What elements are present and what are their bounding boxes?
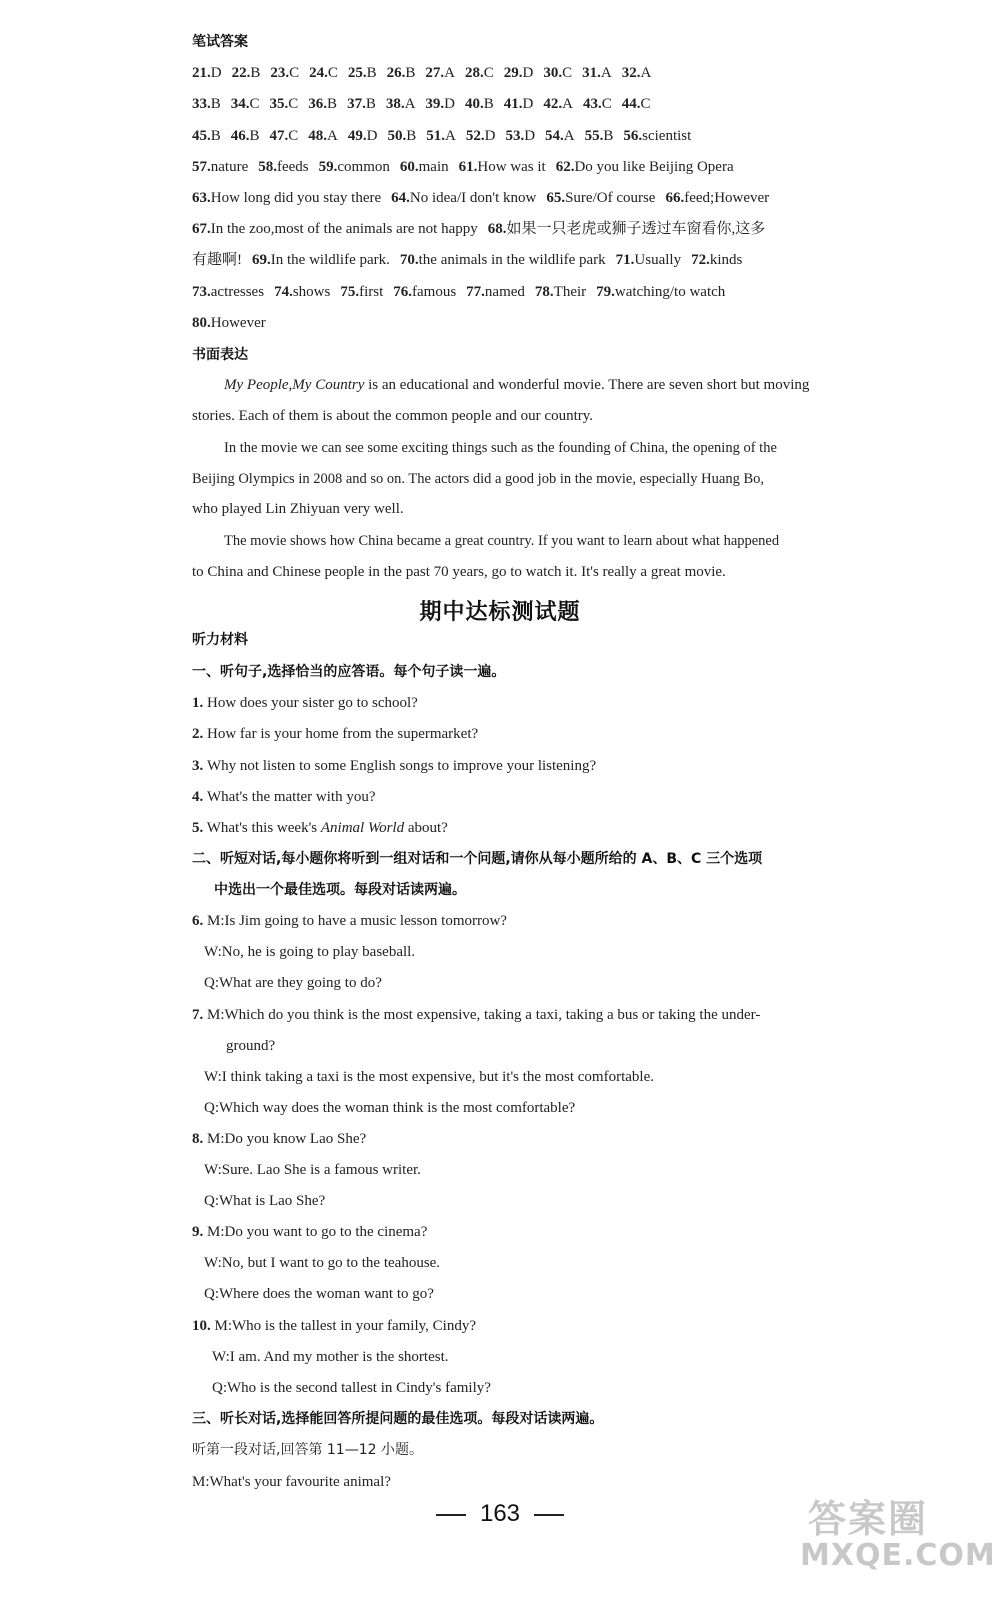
answer-number: 50. [387, 128, 407, 144]
answer-item [400, 250, 606, 270]
dash-right [534, 1514, 564, 1516]
dialogue-7-q: Q:Which way does the woman think is the most comfortable? [204, 1100, 576, 1116]
answer-value: A [562, 96, 573, 112]
essay-p2-line2: Beijing Olympics in 2008 and so on. The actors did a good job in the movie, especially Huang Bo, [192, 471, 764, 487]
answer-item [192, 313, 266, 333]
section3-heading: 三、听长对话,选择能回答所提问题的最佳选项。每段对话读两遍。 [192, 1411, 604, 1427]
question-text: How far is your home from the supermarket? [207, 726, 479, 742]
dialogue-10-w: W:I am. And my mother is the shortest. [212, 1349, 449, 1365]
essay-text: is an educational and wonderful movie. There are seven short but moving [364, 377, 810, 393]
answer-number: 52. [465, 128, 485, 144]
answer-value: In the zoo,most of the animals are not happy [210, 221, 478, 237]
answer-item [465, 63, 494, 83]
watermark-en: MXQE.COM [800, 1538, 996, 1573]
answer-item [192, 157, 248, 177]
answer-number: 61. [458, 159, 478, 175]
answer-item [622, 94, 651, 114]
dialogue-6-q: Q:What are they going to do? [204, 975, 382, 991]
question-5 [192, 818, 832, 838]
question-number: 1. [192, 695, 207, 711]
answer-number: 70. [399, 252, 419, 268]
answer-item [192, 63, 222, 83]
answer-number: 32. [621, 65, 641, 81]
dialogue-7-w: W:I think taking a taxi is the most expensive, but it's the most comfortable. [204, 1069, 654, 1085]
answer-value: kinds [709, 252, 743, 268]
answer-value: A [327, 128, 338, 144]
answer-number: 37. [347, 96, 366, 112]
answer-item [543, 63, 572, 83]
answer-item [231, 94, 260, 114]
answer-row [192, 219, 832, 239]
answer-item [535, 282, 586, 302]
answer-value: actresses [210, 284, 265, 300]
answer-number: 21. [192, 65, 211, 81]
answer-number: 79. [596, 284, 615, 300]
answer-value: Sure/Of course [565, 190, 656, 206]
answer-value: feed;However [684, 190, 770, 206]
answer-item [505, 126, 535, 146]
dialogue-line: M:Which do you think is the most expensive, taking a taxi, taking a bus or taking the under- [207, 1007, 761, 1023]
answer-item [488, 219, 766, 239]
answer-number: 56. [623, 128, 643, 144]
answer-number: 76. [393, 284, 412, 300]
answer-item [426, 126, 456, 146]
section2-heading-line2: 中选出一个最佳选项。每段对话读两遍。 [214, 882, 466, 898]
question-text: What's this week's [206, 820, 321, 836]
answer-value: feeds [276, 159, 309, 175]
answer-row [192, 250, 832, 270]
answer-number: 44. [621, 96, 641, 112]
answer-number: 40. [465, 96, 484, 112]
answer-item [425, 63, 455, 83]
question-text: How does your sister go to school? [207, 695, 418, 711]
answer-value: A [640, 65, 652, 81]
answer-row [192, 282, 832, 302]
answer-number: 31. [582, 65, 601, 81]
answer-number: 66. [665, 190, 685, 206]
answer-item [691, 250, 742, 270]
movie-title: My People,My Country [224, 377, 365, 393]
answer-value: B [249, 128, 260, 144]
answer-item [543, 94, 573, 114]
answer-item [616, 250, 681, 270]
essay-p1-line1 [192, 375, 812, 395]
answer-item [192, 126, 221, 146]
answer-item [545, 126, 575, 146]
question-number: 6. [192, 913, 204, 929]
answer-item [622, 63, 652, 83]
answer-number: 38. [385, 96, 405, 112]
question-number: 10. [192, 1318, 211, 1334]
dialogue-8-q: Q:What is Lao She? [204, 1193, 326, 1209]
question-number: 3. [192, 758, 207, 774]
answer-number: 78. [534, 284, 554, 300]
dialogue-line: M:Who is the tallest in your family, Cindy? [214, 1318, 476, 1334]
answer-value: common [337, 159, 390, 175]
answer-number: 45. [192, 128, 211, 144]
answer-item [556, 157, 734, 177]
dialogue-10-q: Q:Who is the second tallest in Cindy's family? [212, 1380, 491, 1396]
answer-item [596, 282, 725, 302]
answer-value: Do you like Beijing Opera [574, 159, 734, 175]
question-text: What's the matter with you? [207, 789, 376, 805]
answer-item [546, 188, 655, 208]
answer-item [192, 219, 478, 239]
answer-number: 36. [308, 96, 328, 112]
written-answers-heading: 笔试答案 [192, 34, 248, 50]
answer-number: 35. [269, 96, 289, 112]
answer-value: B [366, 65, 377, 81]
answer-value: named [484, 284, 525, 300]
watermark-logo [800, 1488, 996, 1578]
section-title: 期中达标测试题 [419, 600, 581, 625]
question-4 [192, 787, 832, 807]
answer-value: C [601, 96, 612, 112]
dialogue-8-m [192, 1129, 832, 1149]
answer-item [387, 63, 416, 83]
question-number: 8. [192, 1131, 204, 1147]
answer-value: D [522, 96, 534, 112]
answer-item [347, 94, 376, 114]
page-number-text: 163 [479, 1500, 521, 1527]
answer-number: 22. [231, 65, 251, 81]
answer-value: D [484, 128, 496, 144]
answer-number: 30. [543, 65, 563, 81]
question-number: 2. [192, 726, 207, 742]
answer-value: A [404, 96, 416, 112]
answer-number: 75. [340, 284, 360, 300]
answer-number: 41. [503, 96, 523, 112]
answer-value: shows [292, 284, 331, 300]
essay-p3-line2: to China and Chinese people in the past 70 years, go to watch it. It's really a great movie. [192, 564, 726, 580]
dialogue-9-w: W:No, but I want to go to the teahouse. [204, 1255, 441, 1271]
answer-item [466, 282, 525, 302]
answer-number: 65. [546, 190, 566, 206]
answer-value: first [359, 284, 384, 300]
question-text: about? [404, 820, 448, 836]
answer-item [274, 282, 330, 302]
dialogue-line: M:Is Jim going to have a music lesson tomorrow? [207, 913, 507, 929]
answer-value: D [210, 65, 222, 81]
answer-number: 71. [615, 252, 635, 268]
answer-number: 26. [386, 65, 406, 81]
answer-value: 如果一只老虎或狮子透过车窗看你,这多 [506, 221, 766, 237]
answer-item [340, 282, 383, 302]
answer-value: In the wildlife park. [270, 252, 390, 268]
answer-item [252, 250, 390, 270]
dialogue-7-m-cont: ground? [226, 1038, 276, 1054]
dialogue-9-m [192, 1222, 832, 1242]
answer-value: famous [412, 284, 457, 300]
answer-number: 58. [258, 159, 277, 175]
answer-row [192, 313, 832, 333]
answer-value: B [210, 96, 221, 112]
dash-left [436, 1514, 466, 1516]
answer-item [308, 94, 337, 114]
answer-value: C [640, 96, 651, 112]
answer-item [465, 94, 494, 114]
answer-number: 67. [192, 221, 211, 237]
dialogue-6-m [192, 911, 832, 931]
question-text: Why not listen to some English songs to improve your listening? [207, 758, 597, 774]
question-3 [192, 756, 832, 776]
answer-number: 51. [426, 128, 445, 144]
answer-value: A [563, 128, 575, 144]
listening-heading: 听力材料 [192, 632, 248, 648]
answer-item [348, 126, 378, 146]
dialogue-line: M:Do you want to go to the cinema? [207, 1224, 428, 1240]
answer-item [665, 188, 769, 208]
section2-heading-line1: 二、听短对话,每小题你将听到一组对话和一个问题,请你从每小题所给的 A、B、C 三个选项 [192, 851, 763, 867]
dialogue-line: M:Do you know Lao She? [207, 1131, 367, 1147]
answer-number: 68. [487, 221, 507, 237]
answer-item [270, 126, 299, 146]
answer-number: 39. [425, 96, 445, 112]
answer-value: Usually [634, 252, 682, 268]
answer-number: 47. [269, 128, 289, 144]
answer-item [270, 94, 299, 114]
answer-value: How was it [477, 159, 546, 175]
answer-value: How long did you stay there [210, 190, 382, 206]
answer-value: the animals in the wildlife park [418, 252, 606, 268]
essay-p3-line1: The movie shows how China became a great country. If you want to learn about what happened [224, 533, 780, 549]
answer-number: 77. [466, 284, 485, 300]
answer-value: B [405, 65, 416, 81]
answer-value: scientist [642, 128, 692, 144]
answer-value: C [289, 65, 300, 81]
answer-number: 24. [309, 65, 328, 81]
answer-number: 33. [192, 96, 211, 112]
section3-line1: M:What's your favourite animal? [192, 1474, 391, 1490]
answer-item [319, 157, 390, 177]
answer-value: Their [553, 284, 587, 300]
answer-number: 42. [543, 96, 563, 112]
question-2 [192, 724, 832, 744]
answer-item [393, 282, 456, 302]
answer-value: However [210, 315, 266, 331]
answer-value: B [365, 96, 376, 112]
answer-item [387, 126, 416, 146]
answer-value: A [445, 128, 456, 144]
answer-value: D [524, 128, 536, 144]
answer-value: C [483, 65, 494, 81]
answer-item [585, 126, 614, 146]
answer-value: No idea/I don't know [409, 190, 537, 206]
answer-number: 25. [347, 65, 367, 81]
answer-value: watching/to watch [614, 284, 726, 300]
question-number: 7. [192, 1007, 204, 1023]
answer-item [391, 188, 536, 208]
program-title: Animal World [320, 820, 405, 836]
answer-item [459, 157, 546, 177]
answer-item [504, 94, 534, 114]
answer-item [192, 250, 242, 270]
essay-p1-line2: stories. Each of them is about the common people and our country. [192, 408, 594, 424]
answer-number: 46. [230, 128, 250, 144]
answer-value: B [406, 128, 417, 144]
answer-row [192, 188, 832, 208]
dialogue-10-m [192, 1316, 832, 1336]
answer-number: 43. [582, 96, 602, 112]
answer-value: C [327, 65, 338, 81]
essay-p2-line1: In the movie we can see some exciting things such as the founding of China, the opening of the [224, 440, 777, 456]
answer-number: 69. [252, 252, 271, 268]
answer-item [270, 63, 299, 83]
answer-value: A [600, 65, 612, 81]
answer-value: nature [210, 159, 249, 175]
answer-number: 23. [270, 65, 290, 81]
section1-heading: 一、听句子,选择恰当的应答语。每个句子读一遍。 [192, 664, 506, 680]
answer-value: D [444, 96, 456, 112]
answer-number: 27. [425, 65, 445, 81]
answer-item [192, 94, 221, 114]
question-number: 9. [192, 1224, 204, 1240]
answer-number: 34. [230, 96, 250, 112]
answer-item [400, 157, 449, 177]
question-number: 4. [192, 789, 207, 805]
answer-number: 55. [584, 128, 604, 144]
answer-item [192, 282, 264, 302]
answer-item [466, 126, 496, 146]
answer-value: C [288, 96, 299, 112]
question-1 [192, 693, 832, 713]
question-number: 5. [192, 820, 204, 836]
answer-number: 28. [465, 65, 484, 81]
answer-number: 73. [192, 284, 211, 300]
answer-item [582, 63, 612, 83]
answer-value: main [418, 159, 449, 175]
answer-number: 62. [555, 159, 575, 175]
answer-item [232, 63, 261, 83]
section3-intro: 听第一段对话,回答第 11—12 小题。 [192, 1442, 423, 1458]
writing-heading: 书面表达 [192, 347, 248, 363]
answer-number: 72. [691, 252, 710, 268]
answer-number: 48. [308, 128, 328, 144]
dialogue-9-q: Q:Where does the woman want to go? [204, 1286, 434, 1302]
answer-value: C [249, 96, 260, 112]
answer-item [258, 157, 308, 177]
answer-value: B [250, 65, 261, 81]
answer-value: B [603, 128, 614, 144]
answer-item [623, 126, 691, 146]
answer-number: 54. [545, 128, 564, 144]
answer-value: C [562, 65, 573, 81]
answer-item [308, 126, 338, 146]
answer-row [192, 63, 832, 83]
watermark-cn: 答案圈 [808, 1497, 929, 1541]
answer-row [192, 157, 832, 177]
answer-item [386, 94, 416, 114]
answer-item [583, 94, 612, 114]
answer-value: D [522, 65, 534, 81]
answer-number: 63. [192, 190, 211, 206]
answer-value: 有趣啊! [192, 252, 242, 268]
dialogue-7-m [192, 1005, 812, 1025]
answer-value: C [288, 128, 299, 144]
answer-number: 49. [347, 128, 367, 144]
answer-number: 59. [318, 159, 338, 175]
answer-item [348, 63, 377, 83]
answer-row [192, 126, 832, 146]
answer-row [192, 94, 832, 114]
answer-item [309, 63, 338, 83]
answer-item [425, 94, 455, 114]
answer-item [504, 63, 534, 83]
answer-number: 80. [192, 315, 211, 331]
answer-number: 60. [399, 159, 419, 175]
answer-number: 53. [505, 128, 525, 144]
answer-value: B [327, 96, 338, 112]
answer-value: A [444, 65, 456, 81]
answer-number: 74. [274, 284, 293, 300]
answer-item [231, 126, 260, 146]
answer-number: 64. [391, 190, 410, 206]
answer-value: B [210, 128, 221, 144]
dialogue-6-w: W:No, he is going to play baseball. [204, 944, 416, 960]
essay-p2-line3: who played Lin Zhiyuan very well. [192, 501, 404, 517]
answer-value: B [483, 96, 494, 112]
dialogue-8-w: W:Sure. Lao She is a famous writer. [204, 1162, 421, 1178]
answer-number: 29. [503, 65, 523, 81]
answer-value: D [366, 128, 378, 144]
answer-item [192, 188, 381, 208]
answer-number: 57. [192, 159, 211, 175]
